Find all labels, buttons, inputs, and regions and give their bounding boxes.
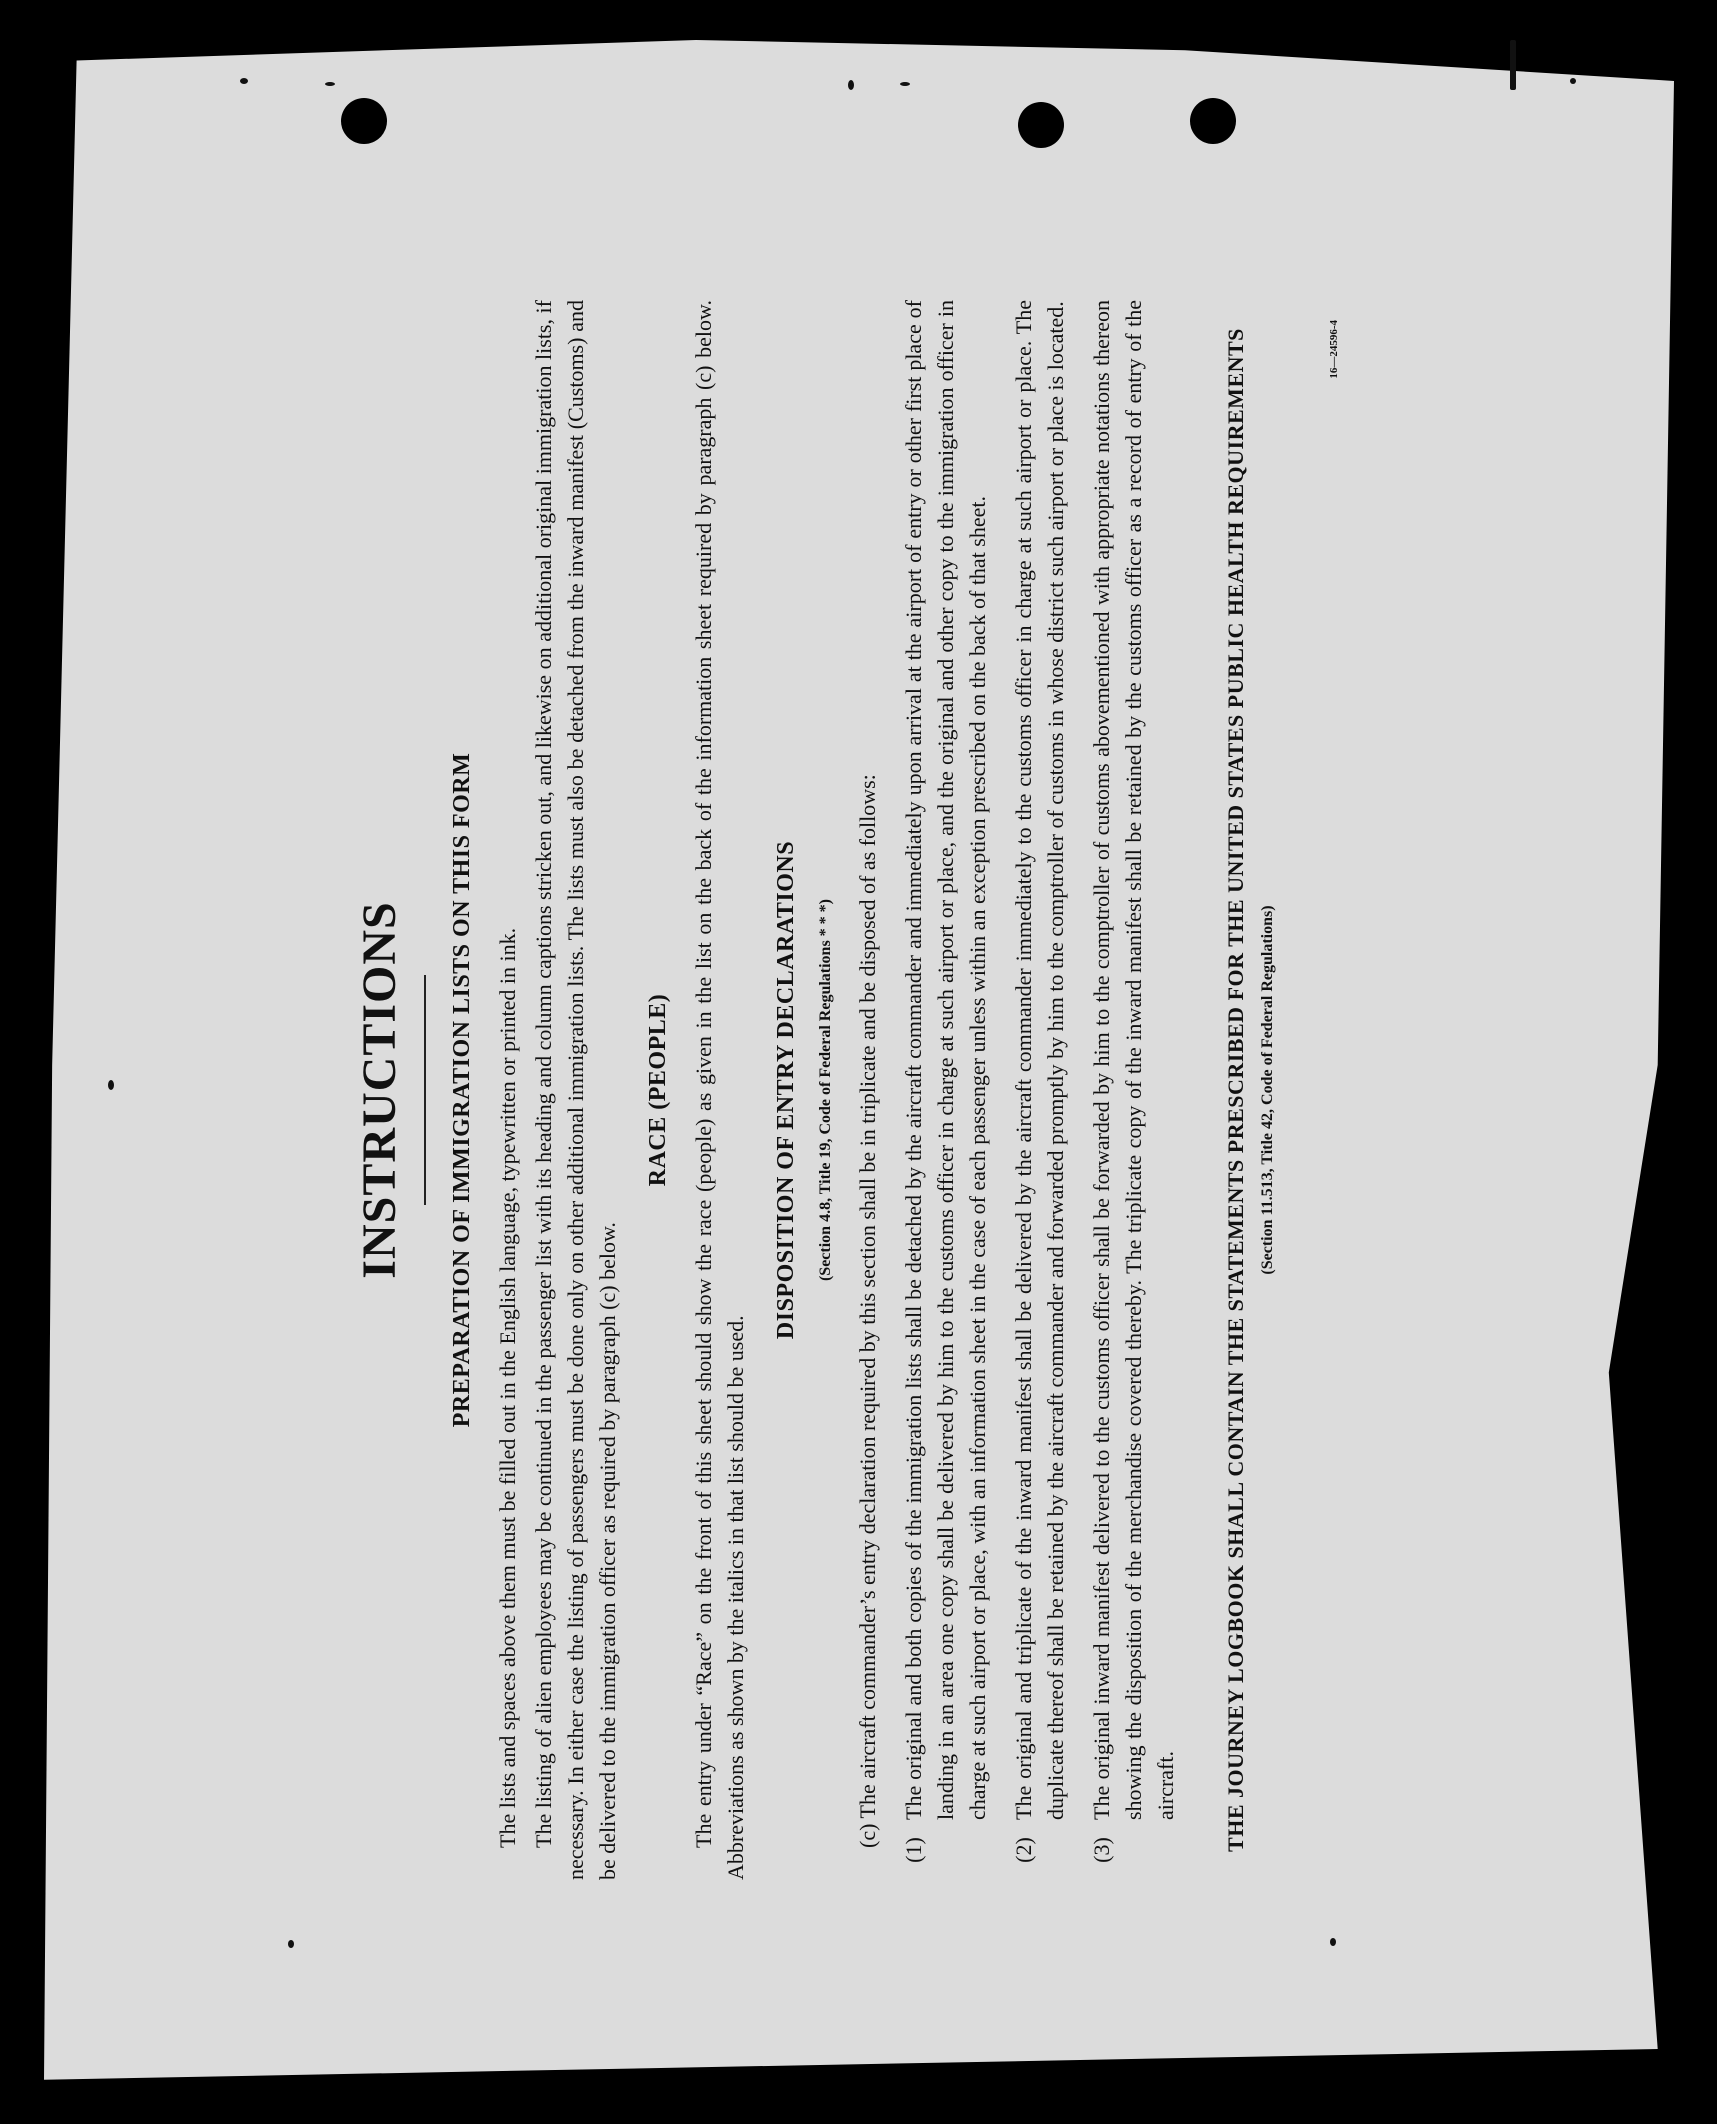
speck	[325, 82, 335, 86]
speck	[108, 1080, 114, 1090]
item-number: (3)	[1089, 1837, 1114, 1863]
speck	[288, 1940, 294, 1948]
instructions-content	[350, 260, 1410, 1920]
list-item	[1086, 300, 1182, 1880]
speck	[240, 78, 248, 84]
page-title: INSTRUCTIONS	[353, 901, 406, 1279]
item-number: (2)	[1011, 1837, 1036, 1863]
disposition-citation: (Section 4.8, Title 19, Code of Federal Regulations * * *)	[817, 898, 834, 1282]
speck	[1330, 1938, 1336, 1946]
item-text: The original and both copies of the immigration lists shall be detached by the aircraft commander and immediately upon arrival at the airport of entry or other first place of landing in an area one copy shall be delivered by him to the customs officer in charge at such airport or place, and the original and other copy to the immigration officer in charge at such airport or place, with an information sheet in the case of each passenger unless within an exception prescribed on the back of that sheet.	[901, 300, 990, 1820]
speck	[848, 80, 854, 90]
item-number: (1)	[901, 1837, 926, 1863]
form-number: 16—24596-4	[1328, 320, 1340, 379]
footer-statement: THE JOURNEY LOGBOOK SHALL CONTAIN THE STATEMENTS PRESCRIBED FOR THE UNITED STATES PUBLIC HEALTH REQUIREMENTS	[1223, 328, 1248, 1852]
speck	[900, 82, 910, 86]
prep-paragraph-1: The lists and spaces above them must be filled out in the English language, typewritten or printed in ink.	[495, 927, 520, 1848]
punch-hole	[341, 98, 387, 144]
prep-heading: PREPARATION OF IMMIGRATION LISTS ON THIS FORM	[449, 752, 475, 1428]
punch-hole	[1190, 98, 1236, 144]
list-item	[1008, 300, 1072, 1880]
item-text: The original and triplicate of the inward manifest shall be delivered by the aircraft commander immediately to the customs officer in charge at such airport or place. The duplicate thereof shall be retained by the aircraft commander and forwarded promptly by him to the comptroller of customs in whose district such airport or place is located.	[1011, 300, 1068, 1820]
disposition-heading: DISPOSITION OF ENTRY DECLARATIONS	[773, 840, 799, 1340]
race-paragraph: The entry under “Race” on the front of this sheet should show the race (people) as given in the list on the back of the information sheet required by paragraph (c) below. Abbreviations as shown by the italics in that list should be used.	[691, 300, 748, 1880]
punch-hole	[1018, 102, 1064, 148]
list-item	[898, 300, 994, 1880]
disposition-intro: (c) The aircraft commander’s entry declaration required by this section shall be in triplicate and be disposed of as follows:	[855, 774, 880, 1848]
race-heading: RACE (PEOPLE)	[645, 993, 671, 1187]
speck	[1510, 40, 1516, 90]
prep-paragraph-2: The listing of alien employees may be continued in the passenger list with its heading and column captions stricken out, and likewise on additional original immigration lists, if necessary. In either case the listing of passengers must be done only on other additional immigration lists. The lists must also be detached from the inward manifest (Customs) and be delivered to the immigration officer as required by paragraph (c) below.	[531, 300, 620, 1880]
footer-citation: (Section 11.513, Title 42, Code of Federal Regulations)	[1259, 905, 1276, 1275]
item-text: The original inward manifest delivered to the customs officer shall be forwarded by him to the comptroller of customs abovementioned with appropriate notations thereon showing the disposition of the merchandise covered thereby. The triplicate copy of the inward manifest shall be retained by the customs officer as a record of entry of the aircraft.	[1089, 300, 1178, 1820]
speck	[1570, 78, 1576, 84]
title-underline	[424, 975, 426, 1205]
